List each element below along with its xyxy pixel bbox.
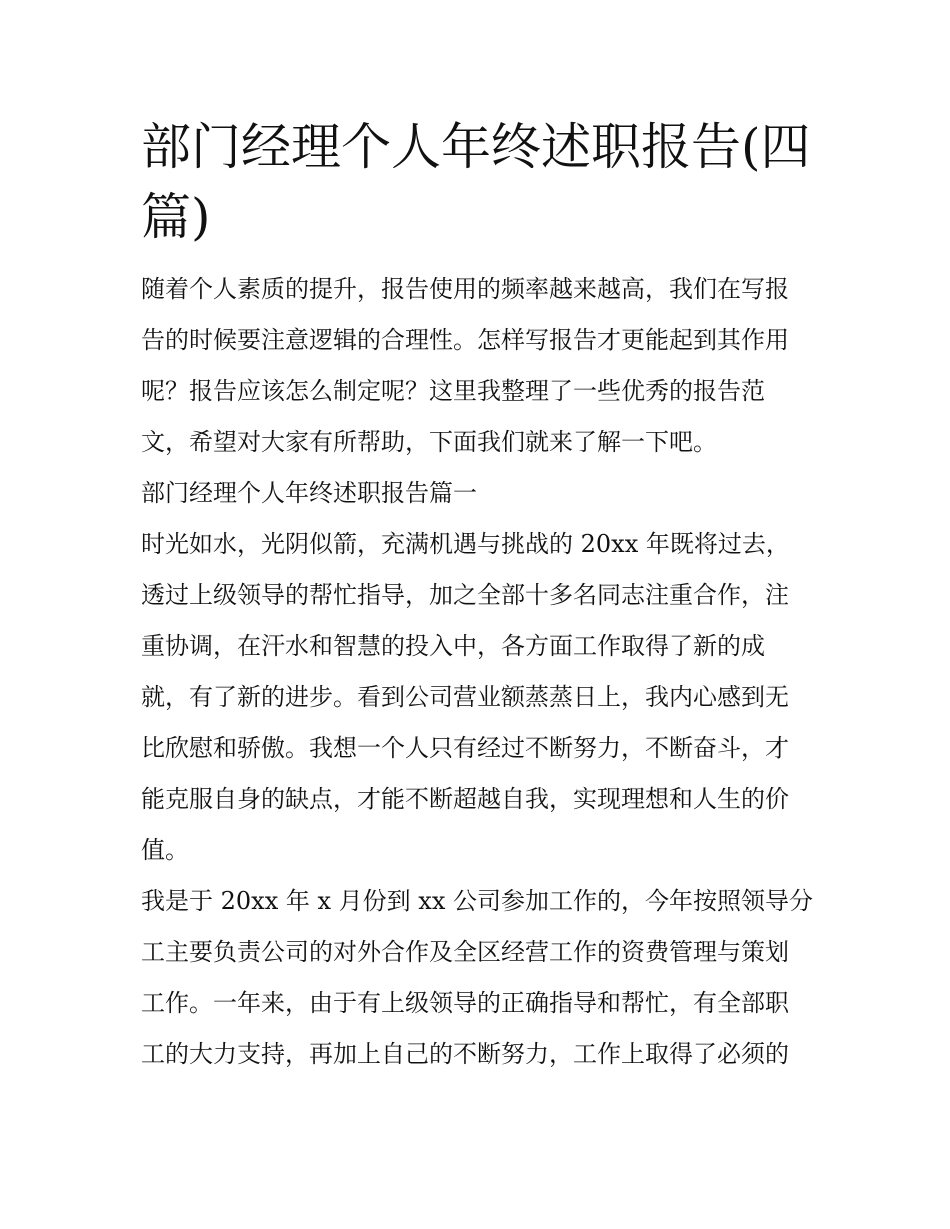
text-line: 工作。一年来，由于有上级领导的正确指导和帮忙，有全部职 (141, 989, 789, 1017)
text-line: 工的大力支持，再加上自己的不断努力，工作上取得了必须的 (141, 1040, 789, 1068)
text-line: 就，有了新的进步。看到公司营业额蒸蒸日上，我内心感到无 (141, 683, 789, 711)
title-line: 部门经理个人年终述职报告(四 (141, 118, 811, 176)
text-line: 重协调，在汗水和智慧的投入中，各方面工作取得了新的成 (141, 632, 765, 660)
document-content (141, 112, 813, 1080)
text-line: 工主要负责公司的对外合作及全区经营工作的资费管理与策划 (141, 938, 789, 966)
text-line: 能克服自身的缺点，才能不断超越自我，实现理想和人生的价 (141, 785, 789, 813)
text-line: 值。 (141, 836, 189, 864)
text-line: 时光如水，光阴似箭，充满机遇与挑战的 20xx 年既将过去， (141, 530, 790, 558)
intro-paragraph (141, 264, 813, 468)
text-line: 文，希望对大家有所帮助，下面我们就来了解一下吧。 (141, 428, 717, 456)
text-line: 部门经理个人年终述职报告篇一 (141, 479, 477, 507)
text-line: 告的时候要注意逻辑的合理性。怎样写报告才更能起到其作用 (141, 326, 789, 354)
text-line: 随着个人素质的提升，报告使用的频率越来越高，我们在写报 (141, 275, 789, 303)
text-line: 呢？报告应该怎么制定呢？这里我整理了一些优秀的报告范 (141, 377, 765, 405)
body-paragraph (141, 876, 813, 1080)
text-line: 透过上级领导的帮忙指导，加之全部十多名同志注重合作，注 (141, 581, 789, 609)
body-paragraph (141, 519, 813, 876)
title-line: 篇) (141, 188, 211, 246)
section-heading (141, 468, 813, 519)
text-line: 比欣慰和骄傲。我想一个人只有经过不断努力，不断奋斗，才 (141, 734, 789, 762)
document-body (141, 264, 813, 1080)
document-title (141, 112, 813, 252)
text-line: 我是于 20xx 年 x 月份到 xx 公司参加工作的，今年按照领导分 (141, 887, 813, 915)
